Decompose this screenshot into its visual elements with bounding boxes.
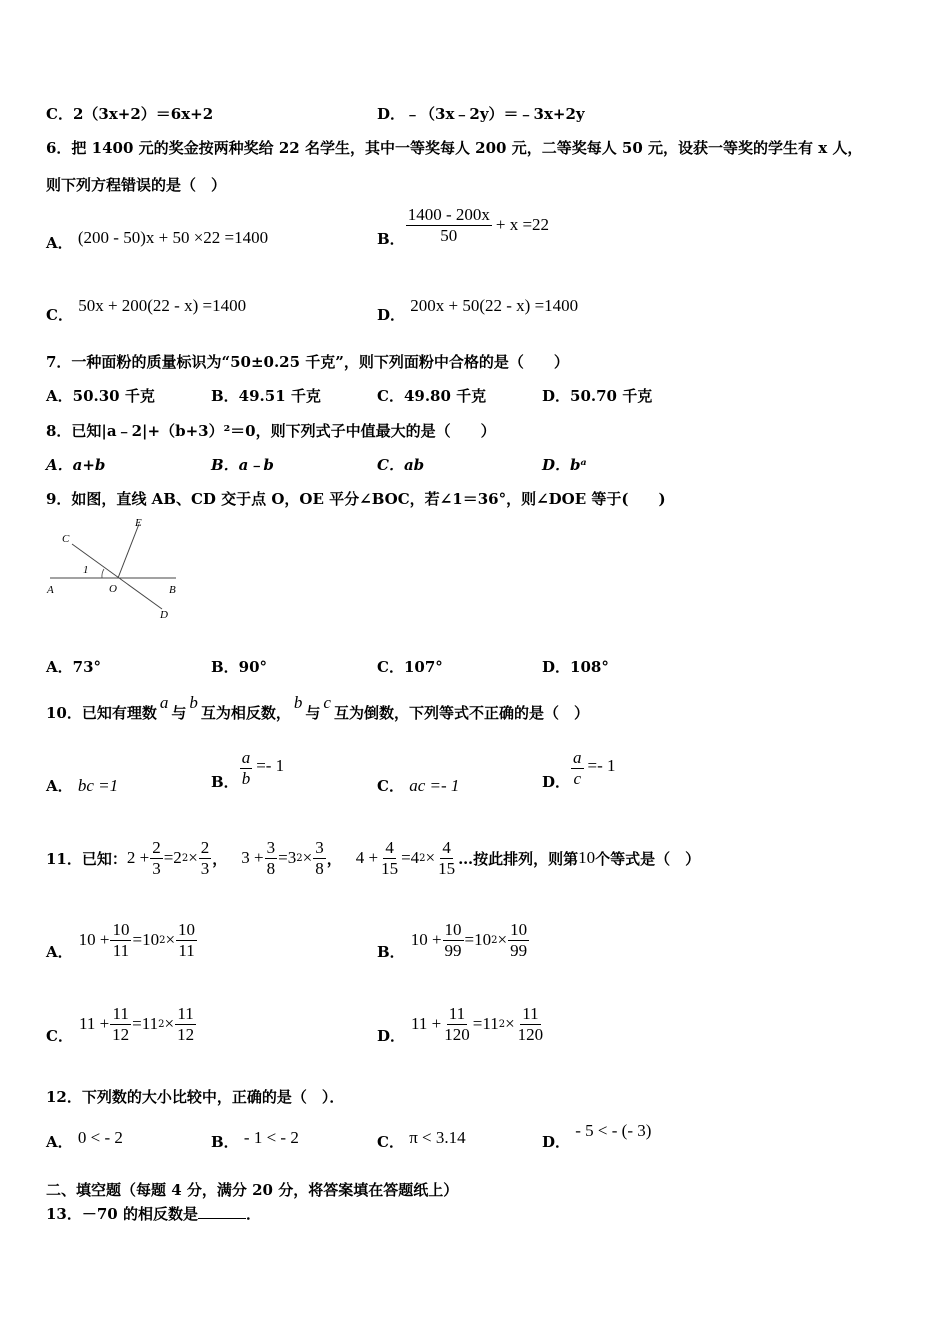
label-b: B xyxy=(169,584,176,596)
q7-option-d: D．50.70 千克 xyxy=(542,387,653,405)
q11-stem: 11．已知： 2 + $\frac{2}{3}$ =2 2 × $\frac{2}{3}$ ， 3 + $\frac{3}{8}$ =3 2 × $\frac{3}{8}$ ， 4 + $\frac{4}{15}$ =4 2 × $\frac{4}{15}$ …按此排列，则第 10 个等式是（ ） xyxy=(46,837,701,878)
q7-option-c: C．49.80 千克 xyxy=(377,387,487,405)
q9-option-d: D．108° xyxy=(542,658,609,676)
label-d: D xyxy=(160,609,168,621)
label-c: C xyxy=(62,533,70,545)
q7-option-a: A．50.30 千克 xyxy=(46,387,155,405)
label-e: E xyxy=(135,517,142,529)
q9-option-c: C．107° xyxy=(377,658,443,676)
q12-option-b: B． - 1 < - 2 xyxy=(211,1128,299,1151)
q6-stem-line1: 6．把 1400 元的奖金按两种奖给 22 名学生，其中一等奖每人 200 元，二等奖每人 50 元，设获一等奖的学生有 x 人， xyxy=(46,139,863,157)
q6-b-fraction: $\frac{1400 - 200x}{50}$ xyxy=(407,205,490,245)
ray-oe xyxy=(118,524,139,578)
q8-option-c: C．ab xyxy=(377,456,425,474)
q12-option-d: D． - 5 < - (- 3) xyxy=(542,1121,652,1151)
q6-option-d: D． 200x + 50(22 - x) =1400 xyxy=(377,296,579,324)
q9-option-a: A．73° xyxy=(46,658,102,676)
q6-a-expr: (200 - 50)x + 50 ×22 =1400 xyxy=(77,228,269,247)
q5-option-c: C．2（3x+2）＝6x+2 xyxy=(46,105,214,123)
q11-option-c: C． 11 + $\frac{11}{12}$ =11 2 × $\frac{11}{12}$ xyxy=(46,1003,195,1045)
q8-stem: 8．已知|a﹣2|+（b+3）²＝0，则下列式子中值最大的是（ ） xyxy=(46,422,496,440)
q12-stem: 12．下列数的大小比较中，正确的是（ ）． xyxy=(46,1088,345,1106)
q10-stem: 10．已知有理数a与b互为相反数，b与c互为倒数，下列等式不正确的是（ ） xyxy=(46,693,589,722)
label-o: O xyxy=(109,583,117,595)
q9-stem: 9．如图，直线 AB、CD 交于点 O，OE 平分∠BOC，若∠1＝36°，则∠DOE 等于( ) xyxy=(46,490,666,508)
q11-option-b: B． 10 + $\frac{10}{99}$ =10 2 × $\frac{10}{99}$ xyxy=(377,919,528,961)
q11-option-a: A． 10 + $\frac{10}{11}$ =10 2 × $\frac{10}{11}$ xyxy=(46,919,196,961)
q9-figure xyxy=(44,514,194,626)
label-a: A xyxy=(47,584,54,596)
q12-option-a: A． 0 < - 2 xyxy=(46,1128,123,1151)
q6-option-b: B． $\frac{1400 - 200x}{50}$ + x =22 xyxy=(377,205,550,248)
q10-option-a: A． bc =1 xyxy=(46,776,119,795)
line-cd xyxy=(72,544,162,609)
q7-stem: 7．一种面粉的质量标识为“50±0.25 千克”，则下列面粉中合格的是（ ） xyxy=(46,353,569,371)
q13-answer-blank[interactable] xyxy=(198,1206,246,1219)
q9-option-b: B．90° xyxy=(211,658,268,676)
q8-option-a: A．a+b xyxy=(46,456,106,474)
q13-stem: 13．－70 的相反数是 ． xyxy=(46,1205,261,1223)
q11-option-d: D． 11 + $\frac{11}{120}$ =11 2 × $\frac{11}{120}$ xyxy=(377,1003,544,1045)
section-2-heading: 二、填空题（每题 4 分，满分 20 分，将答案填在答题纸上） xyxy=(46,1181,459,1199)
q6-option-a: A． (200 - 50)x + 50 ×22 =1400 xyxy=(46,228,269,252)
q10-option-d: D． $\frac{a}{c}$ =- 1 xyxy=(542,748,616,791)
q6-stem-line2: 则下列方程错误的是（ ） xyxy=(46,176,227,194)
angle-1-arc xyxy=(102,569,104,578)
q8-option-b: B．a﹣b xyxy=(211,456,274,474)
q10-option-b: B． $\frac{a}{b}$ =- 1 xyxy=(211,748,285,791)
q10-option-c: C． ac =- 1 xyxy=(377,776,460,795)
q6-option-c: C． 50x + 200(22 - x) =1400 xyxy=(46,296,247,324)
q12-option-c: C． π < 3.14 xyxy=(377,1128,466,1151)
label-angle-1: 1 xyxy=(83,564,89,576)
q5-option-d: D．﹣（3x﹣2y）＝﹣3x+2y xyxy=(377,105,585,123)
q7-option-b: B．49.51 千克 xyxy=(211,387,321,405)
q8-option-d: D．bᵃ xyxy=(542,456,587,474)
